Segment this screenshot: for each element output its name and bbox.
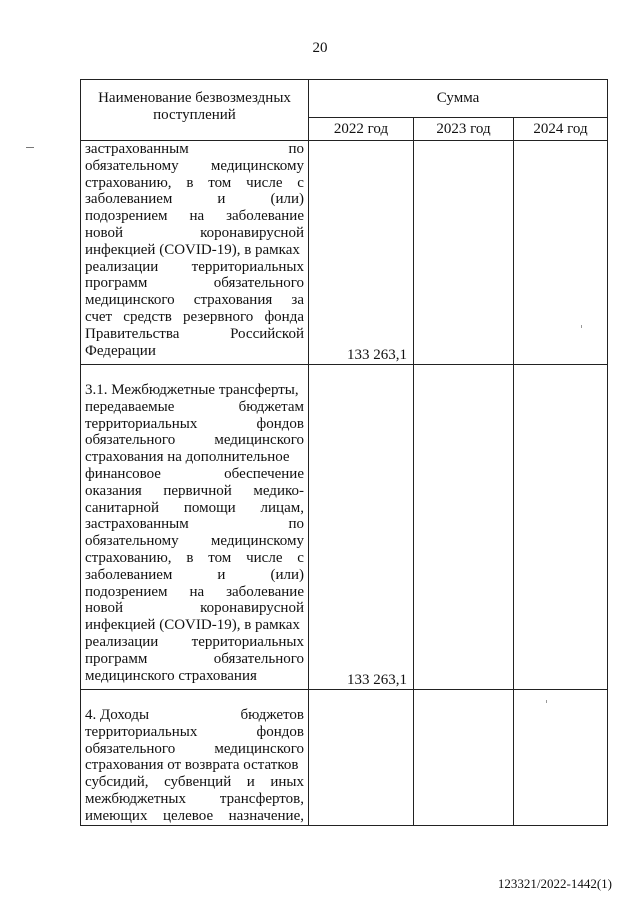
text-line bbox=[85, 567, 304, 584]
text-line: инфекцией (COVID-19), в рамках bbox=[85, 241, 300, 258]
header-name-column: Наименование безвозмездных поступлений bbox=[81, 80, 309, 141]
word: на bbox=[189, 583, 205, 600]
word: трансфертов, bbox=[219, 790, 304, 807]
word: иных bbox=[270, 774, 304, 791]
word: застрахованным bbox=[85, 141, 189, 157]
scan-speck bbox=[581, 325, 582, 328]
word: первичной bbox=[163, 482, 232, 499]
word: обязательного bbox=[213, 275, 304, 292]
word: заболевание bbox=[226, 208, 304, 225]
word: медицинскому bbox=[210, 157, 304, 174]
word: заболеванием bbox=[85, 566, 173, 583]
text-line bbox=[85, 516, 304, 533]
word: медицинского bbox=[214, 740, 304, 757]
header-year-2022: 2022 год bbox=[309, 117, 414, 140]
word: имеющих bbox=[85, 807, 148, 824]
text-line: медицинского страхования bbox=[85, 667, 257, 684]
word: целевое bbox=[162, 807, 214, 824]
word: по bbox=[288, 141, 304, 157]
word: по bbox=[288, 516, 304, 533]
word: страхованию, bbox=[85, 549, 172, 566]
word: медицинскому bbox=[210, 533, 304, 550]
text-line bbox=[85, 533, 304, 550]
row-value-2023 bbox=[414, 690, 514, 826]
word: фондов bbox=[256, 723, 304, 740]
word: Российской bbox=[230, 325, 304, 342]
word: 4. Доходы bbox=[85, 707, 150, 723]
text-line: инфекцией (COVID-19), в рамках bbox=[85, 617, 300, 634]
word: субвенций bbox=[164, 774, 232, 791]
row-value-2024 bbox=[514, 690, 608, 826]
row-name-cell bbox=[81, 690, 309, 826]
text-line bbox=[85, 208, 304, 225]
row-value-2022 bbox=[309, 690, 414, 826]
word: и bbox=[246, 774, 255, 791]
word: субсидий, bbox=[85, 774, 149, 791]
text-line bbox=[85, 600, 304, 617]
row-value-2022: 133 263,1 bbox=[309, 141, 414, 365]
word: подозрением bbox=[85, 208, 168, 225]
word: счет bbox=[85, 308, 113, 325]
text-line bbox=[85, 483, 304, 500]
text-line bbox=[85, 259, 304, 276]
word: финансовое bbox=[85, 465, 161, 482]
text-line bbox=[85, 416, 304, 433]
text-line bbox=[85, 791, 304, 808]
word: и bbox=[217, 566, 226, 583]
word: (или) bbox=[270, 191, 304, 208]
text-line bbox=[85, 634, 304, 651]
word: страхования bbox=[193, 292, 273, 309]
row-value-2024 bbox=[514, 141, 608, 365]
word: бюджетов bbox=[240, 707, 304, 723]
word: числе bbox=[246, 549, 283, 566]
word: резервного bbox=[182, 308, 254, 325]
text-line bbox=[85, 500, 304, 517]
document-code: 123321/2022-1442(1) bbox=[497, 876, 612, 891]
text-line bbox=[85, 275, 304, 292]
word: том bbox=[208, 549, 232, 566]
text-line bbox=[85, 326, 304, 343]
row-value-2023 bbox=[414, 141, 514, 365]
word: санитарной bbox=[85, 499, 160, 516]
word: на bbox=[189, 208, 205, 225]
word: средств bbox=[123, 308, 172, 325]
word: за bbox=[291, 292, 304, 309]
header-sum: Сумма bbox=[309, 80, 608, 118]
word: подозрением bbox=[85, 583, 168, 600]
text-line: Федерации bbox=[85, 342, 156, 359]
text-line bbox=[85, 225, 304, 242]
word: и bbox=[217, 191, 226, 208]
word: новой bbox=[85, 600, 124, 617]
word: обеспечение bbox=[224, 465, 304, 482]
word: (или) bbox=[270, 566, 304, 583]
word: территориальных bbox=[85, 415, 198, 432]
word: том bbox=[208, 174, 232, 191]
text-line bbox=[85, 724, 304, 741]
text-line bbox=[85, 466, 304, 483]
word: помощи bbox=[183, 499, 236, 516]
word: застрахованным bbox=[85, 516, 189, 533]
row-name-cell bbox=[81, 141, 309, 365]
text-line bbox=[85, 808, 304, 825]
text-line bbox=[85, 707, 304, 724]
word: лицам, bbox=[260, 499, 304, 516]
word: реализации bbox=[85, 633, 159, 650]
word: реализации bbox=[85, 258, 159, 275]
word: территориальных bbox=[191, 633, 304, 650]
word: обязательного bbox=[213, 650, 304, 667]
word: обязательному bbox=[85, 533, 179, 550]
word: новой bbox=[85, 224, 124, 241]
text-line bbox=[85, 741, 304, 758]
word: коронавирусной bbox=[200, 224, 304, 241]
table-row bbox=[81, 690, 608, 826]
row-value-2022: 133 263,1 bbox=[309, 365, 414, 690]
word: обязательному bbox=[85, 157, 179, 174]
row-name-cell bbox=[81, 365, 309, 690]
text-line bbox=[85, 584, 304, 601]
margin-mark bbox=[26, 147, 34, 148]
text-line bbox=[85, 191, 304, 208]
header-year-2024: 2024 год bbox=[514, 117, 608, 140]
text-line: страхования от возврата остатков bbox=[85, 757, 299, 774]
word: заболеванием bbox=[85, 191, 173, 208]
row-value-2023 bbox=[414, 365, 514, 690]
word: медико- bbox=[253, 482, 304, 499]
word: с bbox=[297, 549, 304, 566]
text-line bbox=[85, 292, 304, 309]
word: передаваемые bbox=[85, 398, 175, 415]
scan-speck bbox=[546, 700, 547, 703]
word: оказания bbox=[85, 482, 142, 499]
word: обязательного bbox=[85, 740, 176, 757]
text-line bbox=[85, 158, 304, 175]
word: территориальных bbox=[85, 723, 198, 740]
word: Правительства bbox=[85, 325, 180, 342]
text-line bbox=[85, 432, 304, 449]
word: с bbox=[297, 174, 304, 191]
text-line bbox=[85, 651, 304, 668]
word: назначение, bbox=[228, 807, 304, 824]
text-line: 3.1. Межбюджетные трансферты, bbox=[85, 382, 299, 398]
header-year-2023: 2023 год bbox=[414, 117, 514, 140]
text-line: страхования на дополнительное bbox=[85, 449, 290, 466]
word: числе bbox=[246, 174, 283, 191]
word: медицинского bbox=[85, 292, 175, 309]
text-line bbox=[85, 309, 304, 326]
text-line bbox=[85, 774, 304, 791]
word: фондов bbox=[256, 415, 304, 432]
revenue-table bbox=[80, 79, 608, 826]
word: медицинского bbox=[214, 432, 304, 449]
word: в bbox=[186, 174, 194, 191]
text-line bbox=[85, 141, 304, 158]
table-row bbox=[81, 365, 608, 690]
word: в bbox=[186, 549, 194, 566]
word: территориальных bbox=[191, 258, 304, 275]
word: программ bbox=[85, 275, 148, 292]
word: коронавирусной bbox=[200, 600, 304, 617]
table-row bbox=[81, 141, 608, 365]
page-number: 20 bbox=[312, 40, 328, 56]
word: фонда bbox=[264, 308, 304, 325]
word: обязательного bbox=[85, 432, 176, 449]
text-line bbox=[85, 175, 304, 192]
word: межбюджетных bbox=[85, 790, 187, 807]
text-line bbox=[85, 550, 304, 567]
text-line bbox=[85, 399, 304, 416]
word: заболевание bbox=[226, 583, 304, 600]
word: бюджетам bbox=[238, 398, 304, 415]
word: программ bbox=[85, 650, 148, 667]
word: страхованию, bbox=[85, 174, 172, 191]
row-value-2024 bbox=[514, 365, 608, 690]
